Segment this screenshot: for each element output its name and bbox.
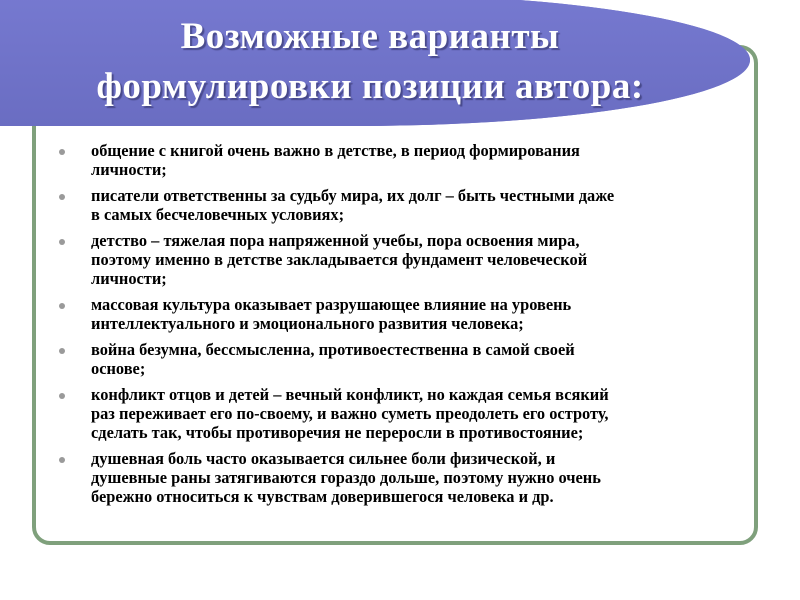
bullet-item [58,449,718,506]
bullet-line: писатели ответственны за судьбу мира, их долг – быть честными даже [91,186,615,205]
bullet-line: массовая культура оказывает разрушающее влияние на уровень [91,295,572,314]
bullet-line: личности; [91,160,167,179]
bullet-dot-icon [59,348,65,354]
bullet-dot-icon [59,457,65,463]
bullet-line: детство – тяжелая пора напряженной учебы, пора освоения мира, [91,231,580,250]
bullet-line: сделать так, чтобы противоречия не переросли в противостояние; [91,423,584,442]
bullet-line: раз переживает его по-своему, и важно суметь преодолеть его остроту, [91,404,609,423]
bullet-dot-icon [59,303,65,309]
bullet-line: бережно относиться к чувствам доверившегося человека и др. [91,487,554,506]
bullet-line: основе; [91,359,146,378]
bullet-dot-icon [59,239,65,245]
bullet-line: личности; [91,269,167,288]
bullet-item [58,231,718,288]
slide-title-line-1: Возможные варианты [180,16,560,57]
bullet-line: в самых бесчеловечных условиях; [91,205,345,224]
bullet-line: конфликт отцов и детей – вечный конфликт, но каждая семья всякий [91,385,609,404]
bullet-item [58,340,718,378]
bullet-item [58,295,718,333]
bullet-line: общение с книгой очень важно в детстве, в период формирования [91,141,580,160]
bullet-line: душевная боль часто оказывается сильнее боли физической, и [91,449,556,468]
bullet-list [58,141,718,513]
bullet-dot-icon [59,149,65,155]
bullet-dot-icon [59,194,65,200]
bullet-item [58,141,718,179]
bullet-line: поэтому именно в детстве закладывается фундамент человеческой [91,250,588,269]
bullet-item [58,186,718,224]
bullet-line: война безумна, бессмысленна, противоестественна в самой своей [91,340,575,359]
slide-title [40,12,700,112]
bullet-line: интеллектуального и эмоционального развития человека; [91,314,524,333]
slide-title-line-2: формулировки позиции автора: [96,66,644,107]
bullet-line: душевные раны затягиваются гораздо дольше, поэтому нужно очень [91,468,601,487]
bullet-dot-icon [59,393,65,399]
bullet-item [58,385,718,442]
